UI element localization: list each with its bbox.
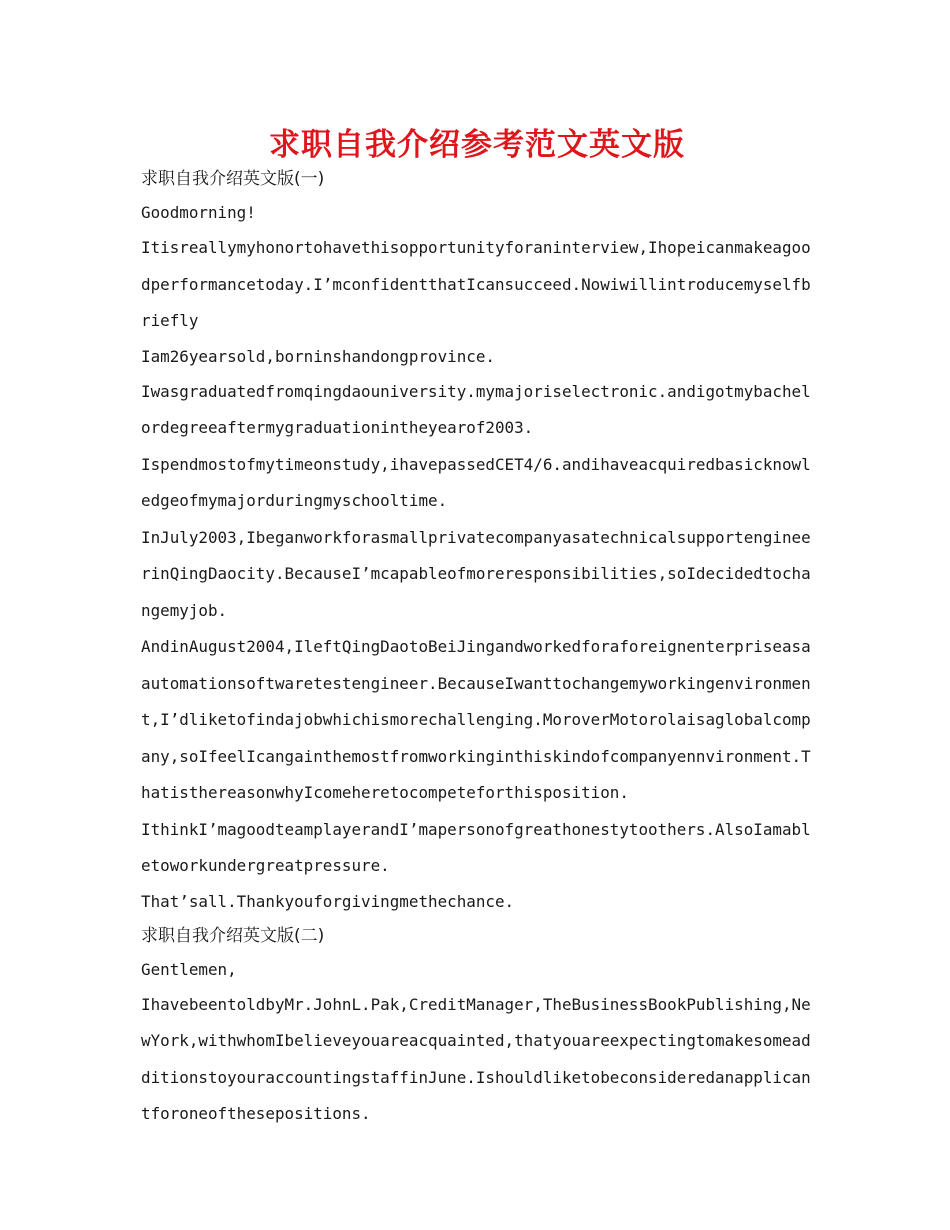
section-heading: 求职自我介绍英文版(一) [141,169,325,189]
paragraph: Goodmorning! [141,203,256,222]
paragraph: InJuly2003,IbeganworkforasmallprivatecompanyasatechnicalsupportengineerinQingDaocity.BecauseI’mcapableofmoreresponsibilities,soIdecidedtochangemyjob. [141,527,811,620]
document-title: 求职自我介绍参考范文英文版 [269,127,685,163]
paragraph: IhavebeentoldbyMr.JohnL.Pak,CreditManager,TheBusinessBookPublishing,NewYork,withwhomIbelieveyouareacquainted,thatyouareexpectingtomakesomeadditionstoyouraccountingstaffinJune.Ishouldliketobeconsideredanapplicantforoneofthesepositions. [141,994,811,1123]
paragraph: Gentlemen, [141,959,237,979]
document-body [141,162,813,1133]
paragraph: IthinkI’magoodteamplayerandI’mapersonofgreathonestytoothers.AlsoIamabletoworkundergreatpressure. [141,819,811,875]
paragraph: Iam26yearsold,borninshandongprovince. [141,346,495,366]
paragraph: That’sall.Thankyouforgivingmethechance. [141,891,515,911]
section-heading: 求职自我介绍英文版(二) [141,925,325,946]
paragraph: AndinAugust2004,IleftQingDaotoBeiJingandworkedforaforeignenterpriseasaautomationsoftwaretestengineer.BecauseIwanttochangemyworkingenvironment,I’dliketofindajobwhichismorechallenging.MoroverMotorolaisaglobalcompany,soIfeelIcangainthemostfromworkinginthiskindofcompanyennvironment.ThatisthereasonwhyIcomeheretocompeteforthisposition. [141,637,811,802]
paragraph: Iwasgraduatedfromqingdaouniversity.mymajoriselectronic.andigotmybachelordegreeaftermygraduationintheyearof2003. [141,381,811,437]
paragraph: Itisreallymyhonortohavethisopportunityforaninterview,Ihopeicanmakeagoodperformancetoday.I’mconfidentthatIcansucceed.Nowiwillintroducemyselfbriefly [141,238,811,330]
paragraph: Ispendmostofmytimeonstudy,ihavepassedCET4/6.andihaveacquiredbasicknowledgeofmymajorduringmyschooltime. [141,454,811,510]
